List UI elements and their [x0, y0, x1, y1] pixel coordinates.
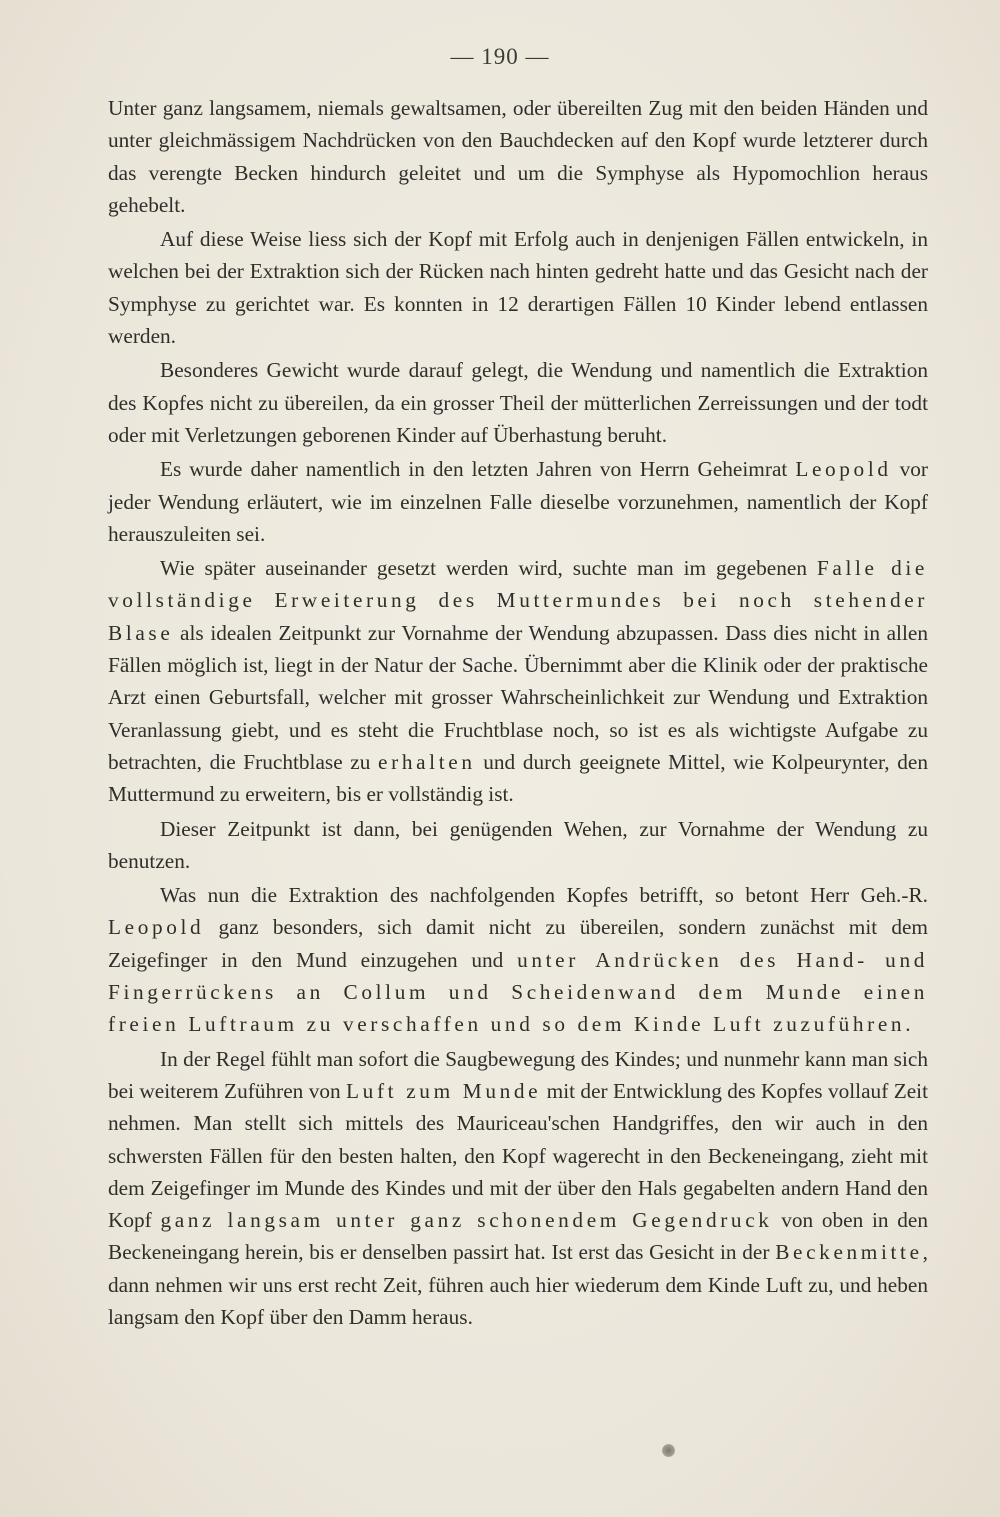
paragraph-5-emphasis-1: Falle die vollständige Erweiterung des Muttermundes bei noch stehender Blase — [108, 556, 929, 645]
paragraph-7-text-before: Was nun die Extraktion des nachfolgenden Kopfes betrifft, so betont Herr Geh.-R. — [160, 883, 928, 908]
paragraph-8-emphasis-3: Beckenmitte — [775, 1240, 923, 1265]
paragraph-6-text: Dieser Zeitpunkt ist dann, bei genügenden Wehen, zur Vornahme der Wendung zu benutzen. — [108, 816, 928, 873]
paragraph-5-emphasis-2: erhalten — [378, 749, 476, 774]
paragraph-7-emphasis: unter Andrücken des Hand- und Fingerrückens an Collum und Scheidenwand dem Munde einen freien Luftraum zu verschaffen und so dem Kinde Luft zuzuführen — [108, 947, 928, 1037]
paragraph-2-text: Auf diese Weise liess sich der Kopf mit Erfolg auch in denjenigen Fällen entwickeln, in welchen bei der Extraktion sich der Rücken nach hinten gedreht hatte und das Gesicht nach der Symphyse zu gerichtet war. Es konnten in 12 derartigen Fällen 10 Kinder lebend entlassen werden. — [108, 227, 928, 349]
paragraph-2 — [108, 223, 928, 352]
body-text — [108, 92, 928, 1335]
paragraph-5-text-middle: als idealen Zeitpunkt zur Vornahme der Wendung abzupassen. Dass dies nicht in allen Fällen möglich ist, liegt in der Natur der Sache. Übernimmt aber die Klinik oder der praktische Arzt einen Geburtsfall, welcher mit grosser Wahrscheinlichkeit zur Wendung und Extraktion Veranlassung giebt, und es steht die Fruchtblase noch, so ist es als wichtigste Aufgabe zu betrachten, die Fruchtblase zu — [108, 620, 928, 774]
paragraph-3-text: Besonderes Gewicht wurde darauf gelegt, die Wendung und namentlich die Extraktion des Kopfes nicht zu übereilen, da ein grosser Theil der mütterlichen Zerreissungen und der todt oder mit Verletzungen geborenen Kinder auf Überhastung beruht. — [108, 358, 928, 447]
paragraph-3 — [108, 354, 928, 451]
paragraph-8-text-after: , dann nehmen wir uns erst recht Zeit, führen auch hier wiederum dem Kinde Luft zu, und heben langsam den Kopf über den Damm heraus. — [108, 1240, 928, 1329]
paragraph-7-text-middle: ganz besonders, sich damit nicht zu übereilen, sondern zunächst mit dem Zeigefinger in den Mund einzugehen und — [108, 915, 928, 972]
paragraph-7 — [108, 879, 928, 1040]
paragraph-8-emphasis-1: Luft zum Munde — [346, 1078, 542, 1103]
paragraph-4-text-after: vor jeder Wendung erläutert, wie im einzelnen Falle dieselbe vorzunehmen, namentlich der Kopf herauszuleiten sei. — [108, 457, 929, 546]
paragraph-8-text-before: In der Regel fühlt man sofort die Saugbewegung des Kindes; und nunmehr kann man sich bei weiterem Zuführen von — [108, 1046, 928, 1103]
paragraph-5-text-after: und durch geeignete Mittel, wie Kolpeurynter, den Muttermund zu erweitern, bis er vollständig ist. — [108, 749, 928, 807]
paragraph-7-name-leopold: Leopold — [108, 915, 205, 940]
paragraph-8-text-middle: mit der Entwicklung des Kopfes vollauf Zeit nehmen. Man stellt sich mittels des Mauriceau'schen Handgriffes, den wir auch in den schwersten Fällen für den besten halten, den Kopf wagerecht in den Beckeneingang, zieht mit dem Zeigefinger im Munde des Kindes und mit der über den Hals gegabelten andern Hand den Kopf — [108, 1078, 928, 1233]
paragraph-4-name-leopold: Leopold — [795, 457, 892, 482]
page-number: — 190 — — [450, 44, 550, 69]
paragraph-5 — [108, 552, 928, 810]
paragraph-4 — [108, 453, 928, 550]
paragraph-8 — [108, 1043, 928, 1334]
paragraph-6 — [108, 813, 928, 878]
paragraph-1 — [108, 92, 928, 221]
paragraph-7-text-after: . — [905, 1012, 911, 1037]
paragraph-8-text-middle-2: von oben in den Beckeneingang herein, bis er denselben passirt hat. Ist erst das Gesicht in der — [108, 1208, 928, 1265]
paragraph-5-text-before: Wie später auseinander gesetzt werden wird, suchte man im gegebenen — [160, 556, 817, 581]
paragraph-4-text-before: Es wurde daher namentlich in den letzten Jahren von Herrn Geheimrat — [160, 457, 796, 482]
paragraph-1-text: Unter ganz langsamem, niemals gewaltsamen, oder übereilten Zug mit den beiden Händen und unter gleichmässigem Nachdrücken von den Bauchdecken auf den Kopf wurde letzterer durch das verengte Becken hindurch geleitet und um die Symphyse als Hypomochlion heraus gehebelt. — [108, 96, 928, 217]
paragraph-8-emphasis-2: ganz langsam unter ganz schonendem Gegendruck — [160, 1208, 773, 1233]
ink-smudge-mark — [662, 1444, 675, 1457]
